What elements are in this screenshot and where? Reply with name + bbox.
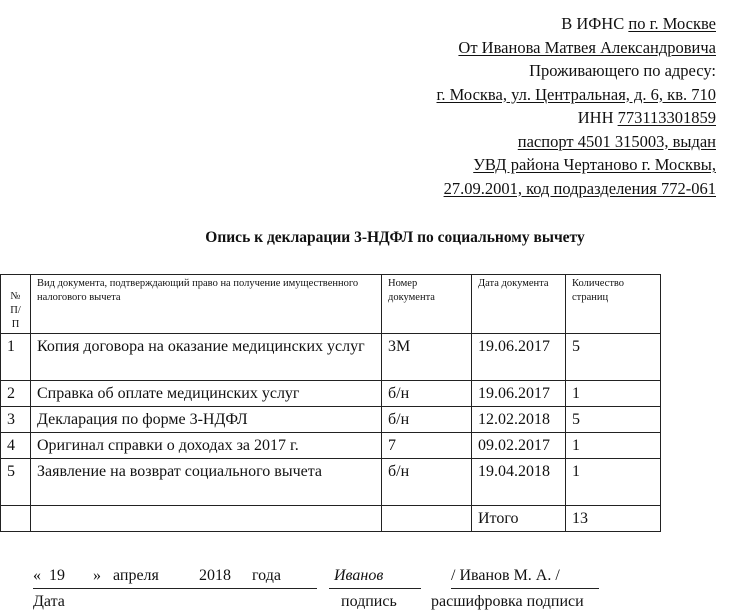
addressee-line [437, 12, 716, 36]
addressee-block [437, 12, 716, 200]
row-pages: 5 [566, 407, 661, 433]
date-day: 19 [49, 567, 65, 584]
table-row [1, 407, 736, 433]
table-row [1, 381, 736, 407]
table-row [1, 433, 736, 459]
label-signature: подпись [341, 593, 397, 610]
row-doc-number: 7 [382, 433, 472, 459]
row-doc-number: б/н [382, 459, 472, 506]
row-doc-number: б/н [382, 407, 472, 433]
date-open-quote: « [33, 567, 41, 584]
decoding-line [451, 588, 599, 589]
total-empty-name [31, 506, 382, 532]
document-title: Опись к декларации 3-НДФЛ по социальному вычету [205, 229, 585, 246]
total-label: Итого [472, 506, 566, 532]
date-year-word: года [252, 567, 281, 584]
row-doc-number: б/н [382, 381, 472, 407]
date-close-quote: » [93, 567, 101, 584]
inventory-table [0, 274, 736, 532]
decoding-value: / Иванов М. А. / [451, 567, 560, 584]
row-num: 5 [1, 459, 31, 506]
row-pages: 1 [566, 381, 661, 407]
inn-label: ИНН [577, 108, 618, 127]
header-doc-date: Дата документа [472, 275, 566, 334]
date-year: 2018 [199, 567, 231, 584]
signature-value: Иванов [334, 567, 384, 584]
row-pages: 1 [566, 433, 661, 459]
address-label: Проживающего по адресу: [529, 61, 716, 80]
row-num: 3 [1, 407, 31, 433]
row-doc-date: 12.02.2018 [472, 407, 566, 433]
signature-line [329, 588, 421, 589]
passport-date-code: 27.09.2001, код подразделения 772-061 [443, 178, 716, 198]
table-total-row [1, 506, 736, 532]
address-value: г. Москва, ул. Центральная, д. 6, кв. 710 [436, 84, 716, 104]
inn-value: 773113301859 [617, 108, 716, 127]
row-doc-name: Справка об оплате медицинских услуг [31, 381, 382, 407]
total-empty-number [382, 506, 472, 532]
row-doc-date: 19.04.2018 [472, 459, 566, 506]
addressee-prefix: В ИФНС [561, 14, 629, 33]
header-doc-type: Вид документа, подтверждающий право на получение имущественного налогового вычета [31, 275, 382, 334]
date-month: апреля [113, 567, 159, 584]
passport-line: паспорт 4501 315003, выдан [517, 131, 716, 151]
header-pages: Количество страниц [566, 275, 661, 334]
row-doc-number: 3М [382, 334, 472, 381]
applicant-name: От Иванова Матвея Александровича [458, 37, 716, 57]
label-date: Дата [33, 593, 65, 610]
passport-issuer: УВД района Чертаново г. Москвы, [473, 155, 716, 174]
row-doc-name: Оригинал справки о доходах за 2017 г. [31, 433, 382, 459]
row-pages: 1 [566, 459, 661, 506]
row-pages: 5 [566, 334, 661, 381]
row-doc-date: 09.02.2017 [472, 433, 566, 459]
date-line [33, 588, 317, 589]
row-num: 1 [1, 334, 31, 381]
row-num: 4 [1, 433, 31, 459]
addressee-tax-office: по г. Москве [628, 14, 716, 33]
row-num: 2 [1, 381, 31, 407]
inn-line [437, 106, 716, 130]
header-doc-number: Номер документа [382, 275, 472, 334]
table-row [1, 459, 736, 506]
total-empty-num [1, 506, 31, 532]
row-doc-name: Декларация по форме 3-НДФЛ [31, 407, 382, 433]
row-doc-name: Копия договора на оказание медицинских услуг [31, 334, 382, 381]
table-row [1, 334, 736, 381]
row-doc-name: Заявление на возврат социального вычета [31, 459, 382, 506]
table-header-row [1, 275, 736, 334]
header-num: № П/П [1, 275, 31, 334]
label-decoding: расшифровка подписи [431, 593, 584, 610]
row-doc-date: 19.06.2017 [472, 381, 566, 407]
row-doc-date: 19.06.2017 [472, 334, 566, 381]
total-value: 13 [566, 506, 661, 532]
